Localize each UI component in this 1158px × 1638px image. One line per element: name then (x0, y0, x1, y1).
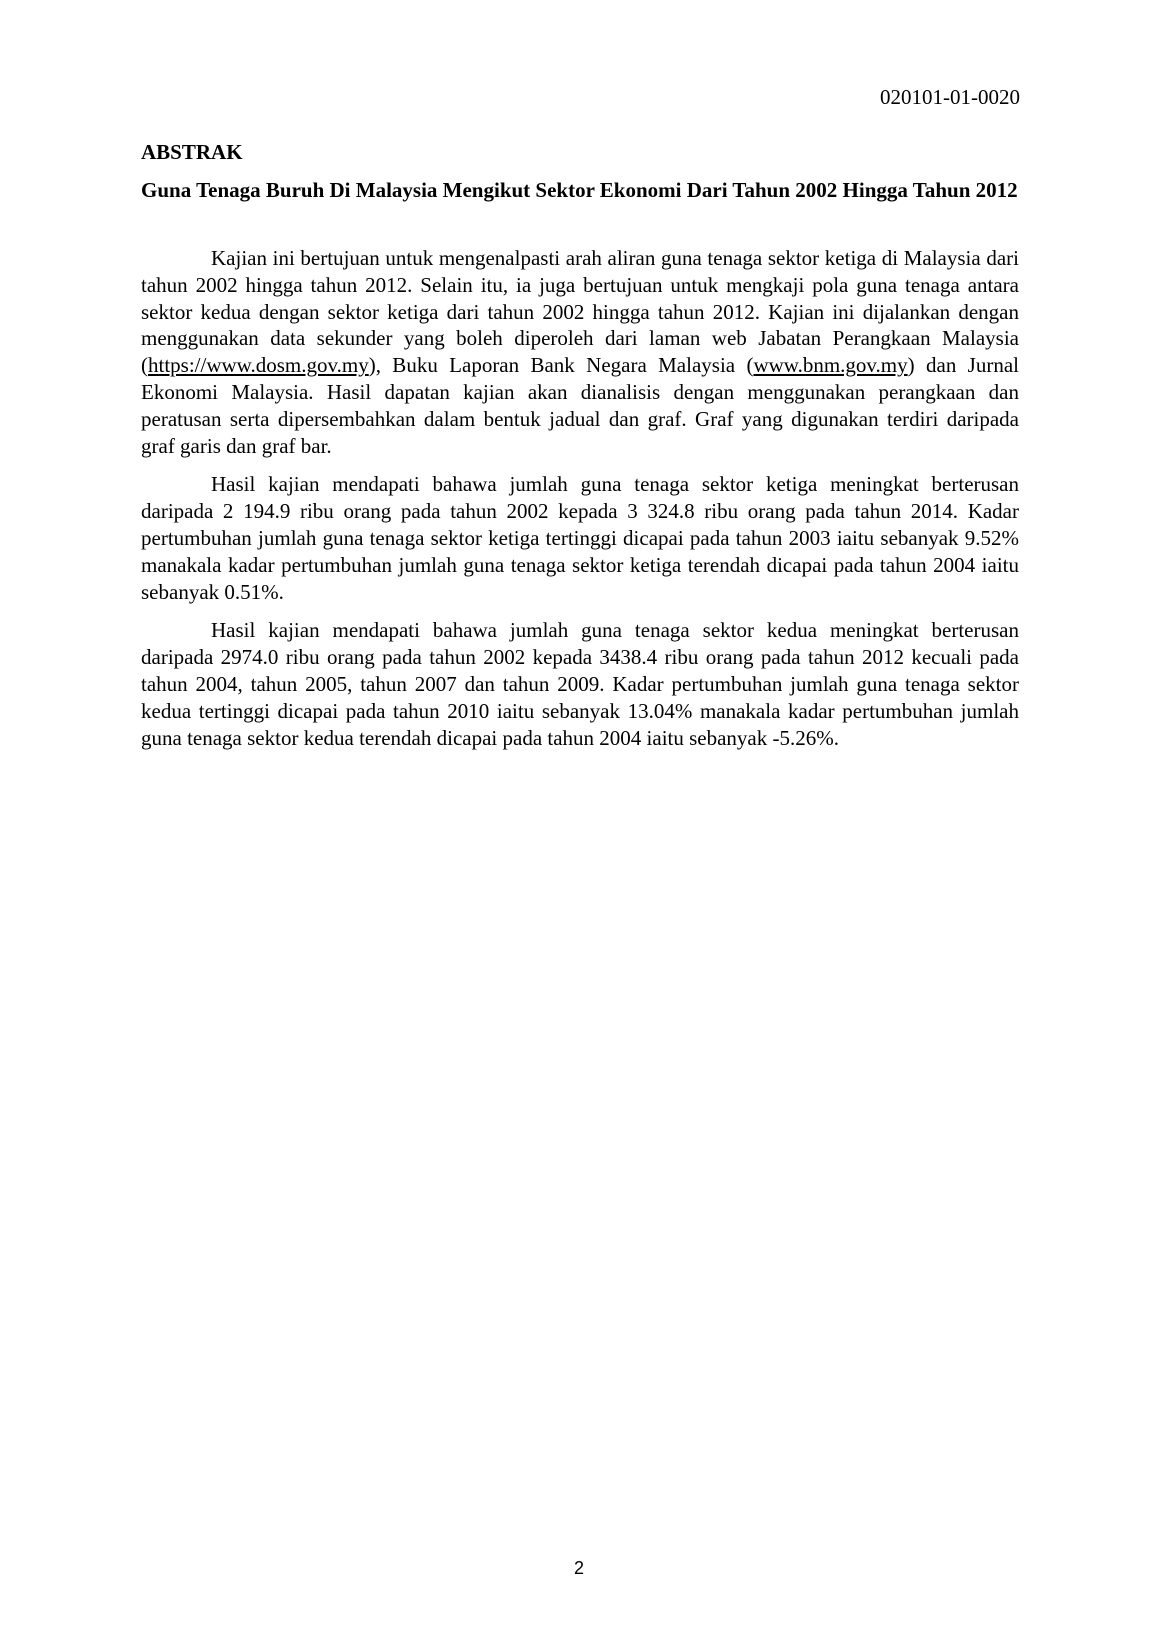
abstract-section (141, 139, 1019, 763)
abstract-paragraph-2: Hasil kajian mendapati bahawa jumlah guna tenaga sektor ketiga meningkat berterusan daripada 2 194.9 ribu orang pada tahun 2002 kepada 3 324.8 ribu orang pada tahun 2014. Kadar pertumbuhan jumlah guna tenaga sektor ketiga tertinggi dicapai pada tahun 2003 iaitu sebanyak 9.52% manakala kadar pertumbuhan jumlah guna tenaga sektor ketiga terendah dicapai pada tahun 2004 iaitu sebanyak 0.51%. (141, 472, 1019, 604)
bnm-link[interactable]: www.bnm.gov.my (753, 353, 908, 378)
document-id: 020101-01-0020 (880, 85, 1020, 109)
paragraph-1-text-b: ), Buku Laporan Bank Negara Malaysia ( (368, 353, 754, 378)
dosm-link[interactable]: https://www.dosm.gov.my (148, 353, 369, 378)
abstract-paragraph-3: Hasil kajian mendapati bahawa jumlah guna tenaga sektor kedua meningkat berterusan daripada 2974.0 ribu orang pada tahun 2002 kepada 3438.4 ribu orang pada tahun 2012 kecuali pada tahun 2004, tahun 2005, tahun 2007 dan tahun 2009. Kadar pertumbuhan jumlah guna tenaga sektor kedua tertinggi dicapai pada tahun 2010 iaitu sebanyak 13.04% manakala kadar pertumbuhan jumlah guna tenaga sektor kedua terendah dicapai pada tahun 2004 iaitu sebanyak -5.26%. (141, 618, 1019, 750)
section-heading: ABSTRAK (141, 140, 243, 164)
paragraph-1-text-a: Kajian ini bertujuan untuk mengenalpasti arah aliran guna tenaga sektor ketiga di Malaysia dari tahun 2002 hingga tahun 2012. Selain itu, ia juga bertujuan untuk mengkaji pola guna tenaga antara sektor kedua dengan sektor ketiga dari tahun 2002 hingga tahun 2012. Kajian ini dijalankan dengan menggunakan data sekunder yang boleh diperoleh dari laman web Jabatan Perangkaan Malaysia ( (141, 246, 1019, 378)
paragraph-1-text-c: ) dan Jurnal Ekonomi Malaysia. Hasil dapatan kajian akan dianalisis dengan menggunakan perangkaan dan peratusan serta dipersembahkan dalam bentuk jadual dan graf. Graf yang digunakan terdiri daripada graf garis dan graf bar. (141, 353, 1019, 458)
abstract-paragraph-1 (141, 245, 1019, 459)
document-title: Guna Tenaga Buruh Di Malaysia Mengikut Sektor Ekonomi Dari Tahun 2002 Hingga Tahun 2012 (141, 178, 1018, 202)
page-number: 2 (573, 1558, 584, 1578)
